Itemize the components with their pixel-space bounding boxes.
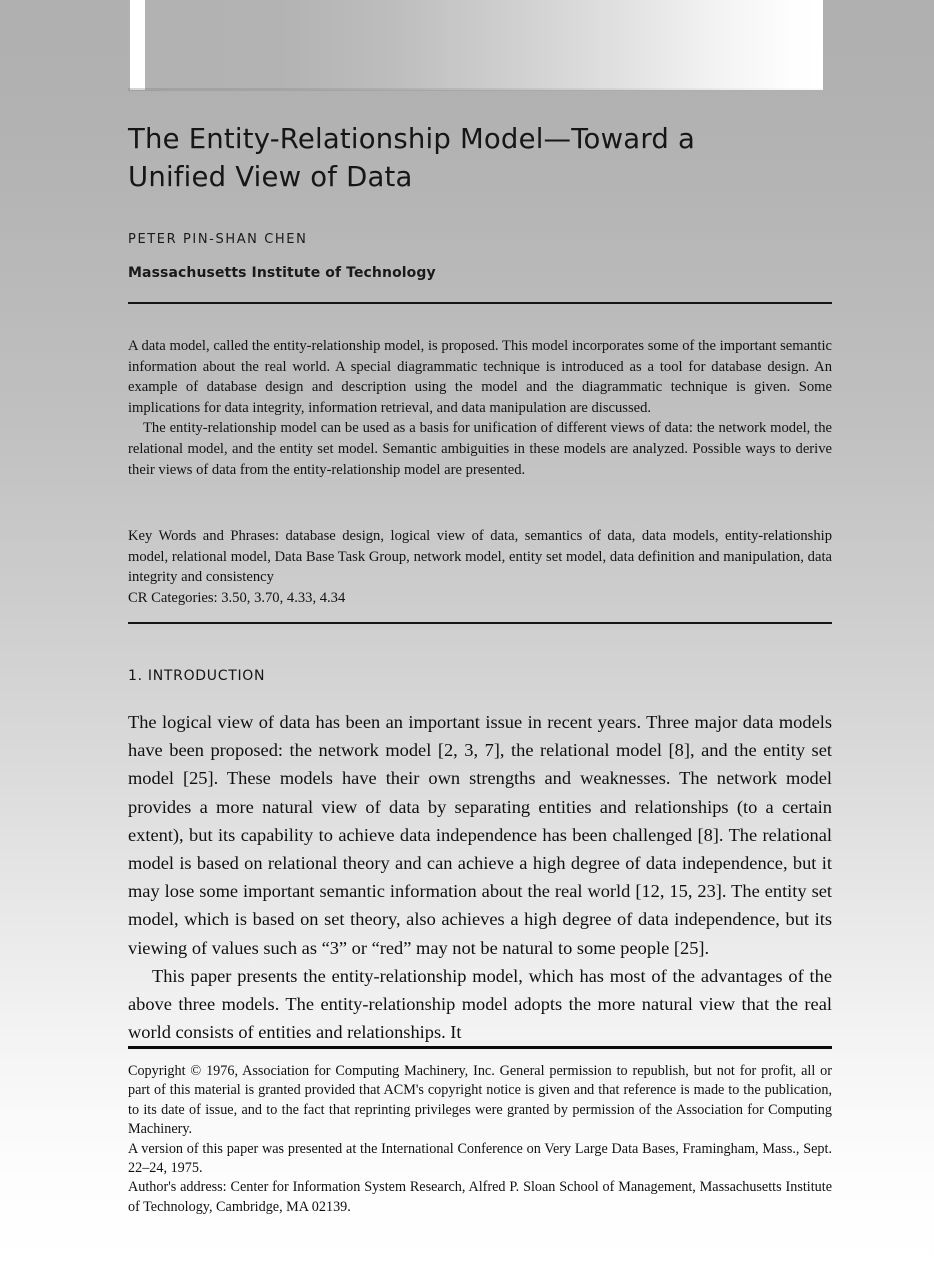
cr-categories: CR Categories: 3.50, 3.70, 4.33, 4.34 xyxy=(128,589,346,606)
author-affiliation: Massachusetts Institute of Technology xyxy=(128,265,436,281)
footnote-block xyxy=(128,1062,832,1217)
abstract-paragraph-1: A data model, called the entity-relationship model, is proposed. This model incorporates some of the important semantic information about the real world. A special diagrammatic technique is introduced as a tool for database design. An example of database design and description using the model and the diagrammatic technique is given. Some implications for data integrity, information retrieval, and data manipulation are discussed. xyxy=(128,338,832,416)
section-heading-introduction: 1. INTRODUCTION xyxy=(128,668,266,684)
key-words-and-phrases: Key Words and Phrases: database design, logical view of data, semantics of data, data models, entity-relationship model, relational model, Data Base Task Group, network model, entity set model, data definition and manipulation, data integrity and consistency xyxy=(128,528,832,586)
header-white-stripe xyxy=(130,0,145,90)
body-text-block xyxy=(128,708,832,1046)
keywords-block xyxy=(128,526,832,608)
author-name: PETER PIN-SHAN CHEN xyxy=(128,232,308,247)
page-title-line-2: Unified View of Data xyxy=(128,161,413,193)
footnote-copyright: Copyright © 1976, Association for Computing Machinery, Inc. General permission to republish, but not for profit, all or part of this material is granted provided that ACM's copyright notice is given and that reference is made to the publication, to its date of issue, and to the fact that reprinting privileges were granted by permission of the Association for Computing Machinery. xyxy=(128,1063,832,1138)
header-band-shadow xyxy=(128,88,823,91)
body-paragraph-1: The logical view of data has been an important issue in recent years. Three major data models have been proposed: the network model [2, 3, 7], the relational model [8], and the entity set model [25]. These models have their own strengths and weaknesses. The network model provides a more natural view of data by separating entities and relationships (to a certain extent), but its capability to achieve data independence has been challenged [8]. The relational model is based on relational theory and can achieve a high degree of data independence, but it may lose some important semantic information about the real world [12, 15, 23]. The entity set model, which is based on set theory, also achieves a high degree of data independence, but its viewing of values such as “3” or “red” may not be natural to some people [25]. xyxy=(128,712,832,958)
footnote-author-address: Author's address: Center for Information System Research, Alfred P. Sloan School of Management, Massachusetts Institute of Technology, Cambridge, MA 02139. xyxy=(128,1179,832,1215)
page-title xyxy=(128,120,832,196)
abstract-block xyxy=(128,336,832,480)
footnote-separator-rule xyxy=(128,1046,832,1049)
body-paragraph-2: This paper presents the entity-relationship model, which has most of the advantages of the above three models. The entity-relationship model adopts the more natural view that the real world consists of entities and relationships. It xyxy=(128,965,832,1043)
abstract-bottom-rule xyxy=(128,622,832,624)
abstract-top-rule xyxy=(128,302,832,304)
abstract-paragraph-2: The entity-relationship model can be used as a basis for unification of different views of data: the network model, the relational model, and the entity set model. Semantic ambiguities in these models are analyzed. Possible ways to derive their views of data from the entity-relationship model are presented. xyxy=(128,420,832,478)
page-title-line-1: The Entity-Relationship Model—Toward a xyxy=(128,123,695,155)
footnote-conference: A version of this paper was presented at the International Conference on Very Large Data Bases, Framingham, Mass., Sept. 22–24, 1975. xyxy=(128,1140,832,1177)
header-gradient-band xyxy=(128,0,823,90)
